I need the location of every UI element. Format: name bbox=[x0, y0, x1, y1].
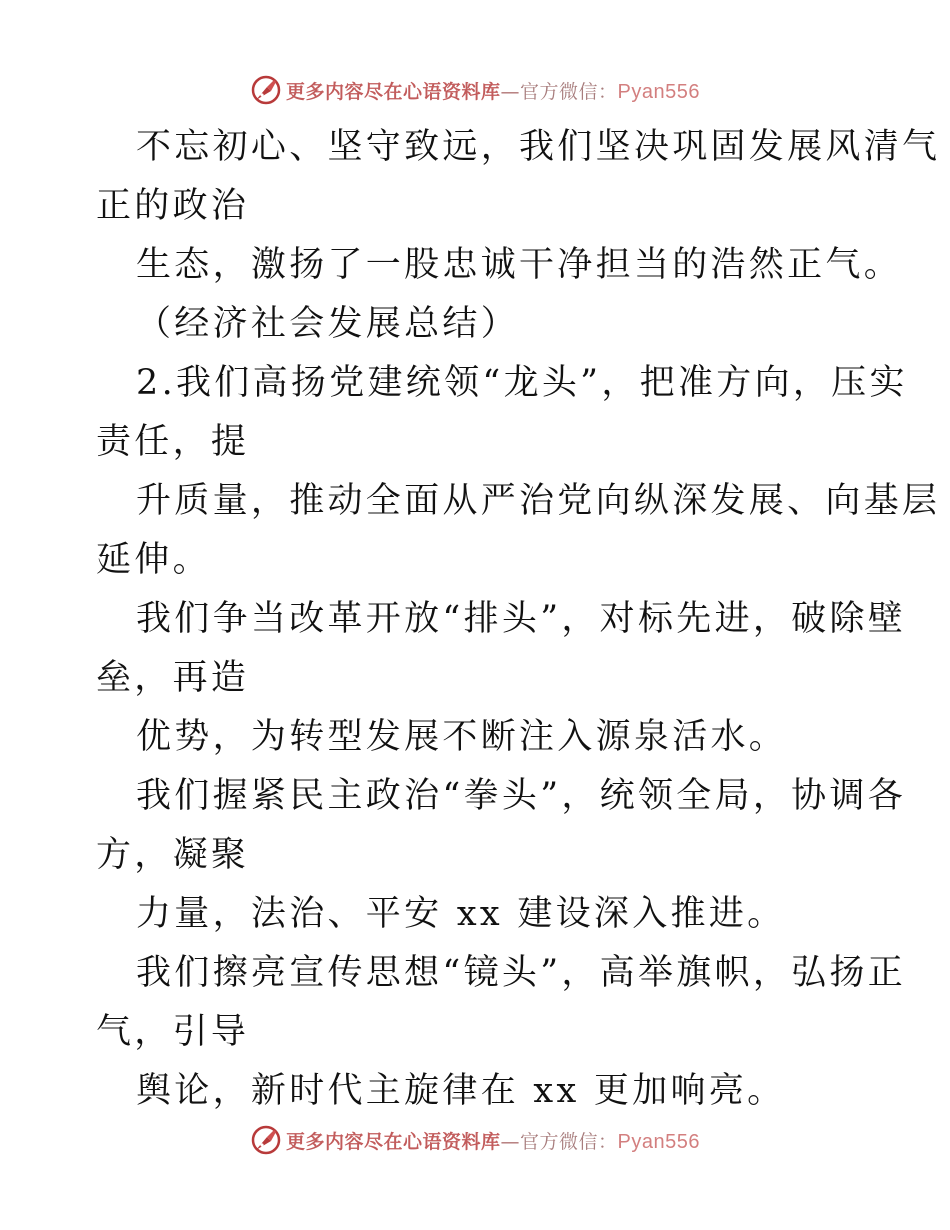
header-banner-main: 更多内容尽在心语资料库 bbox=[286, 80, 501, 103]
body-line: 责任，提 bbox=[96, 422, 250, 462]
header-banner-dash: — bbox=[500, 80, 521, 103]
body-line: 生态，激扬了一股忠诚干净担当的浩然正气。 bbox=[136, 245, 903, 285]
body-line: 升质量，推动全面从严治党向纵深发展、向基层 bbox=[136, 481, 941, 521]
body-line: 力量，法治、平安 xx 建设深入推进。 bbox=[136, 894, 786, 934]
footer-banner-dash: — bbox=[500, 1130, 521, 1153]
body-line: 我们握紧民主政治“拳头”，统领全局，协调各 bbox=[136, 776, 907, 816]
body-line: 垒，再造 bbox=[96, 658, 250, 698]
body-line: （经济社会发展总结） bbox=[136, 304, 520, 344]
body-line: 我们争当改革开放“排头”，对标先进，破除壁 bbox=[136, 599, 907, 639]
footer-banner-wechat-id: Pyan556 bbox=[617, 1130, 700, 1153]
pen-nib-logo-icon bbox=[250, 1124, 282, 1156]
footer-banner-official: 官方微信： bbox=[520, 1130, 618, 1153]
body-line: 舆论，新时代主旋律在 xx 更加响亮。 bbox=[136, 1071, 786, 1111]
footer-banner bbox=[0, 1122, 950, 1158]
header-banner-wechat-id: Pyan556 bbox=[617, 80, 700, 103]
body-line: 不忘初心、坚守致远，我们坚决巩固发展风清气 bbox=[136, 127, 941, 167]
document-body bbox=[96, 118, 941, 1121]
pen-nib-logo-icon bbox=[250, 74, 282, 106]
body-line: 优势，为转型发展不断注入源泉活水。 bbox=[136, 717, 788, 757]
footer-banner-text bbox=[286, 1127, 700, 1154]
body-line: 方，凝聚 bbox=[96, 835, 250, 875]
body-line: 我们擦亮宣传思想“镜头”，高举旗帜，弘扬正 bbox=[136, 953, 907, 993]
body-line: 2.我们高扬党建统领“龙头”，把准方向，压实 bbox=[136, 363, 908, 403]
header-banner bbox=[0, 72, 950, 108]
header-banner-text bbox=[286, 77, 700, 104]
header-banner-official: 官方微信： bbox=[520, 80, 618, 103]
body-line: 延伸。 bbox=[96, 540, 211, 580]
body-line: 正的政治 bbox=[96, 186, 250, 226]
footer-banner-main: 更多内容尽在心语资料库 bbox=[286, 1130, 501, 1153]
body-line: 气，引导 bbox=[96, 1012, 250, 1052]
